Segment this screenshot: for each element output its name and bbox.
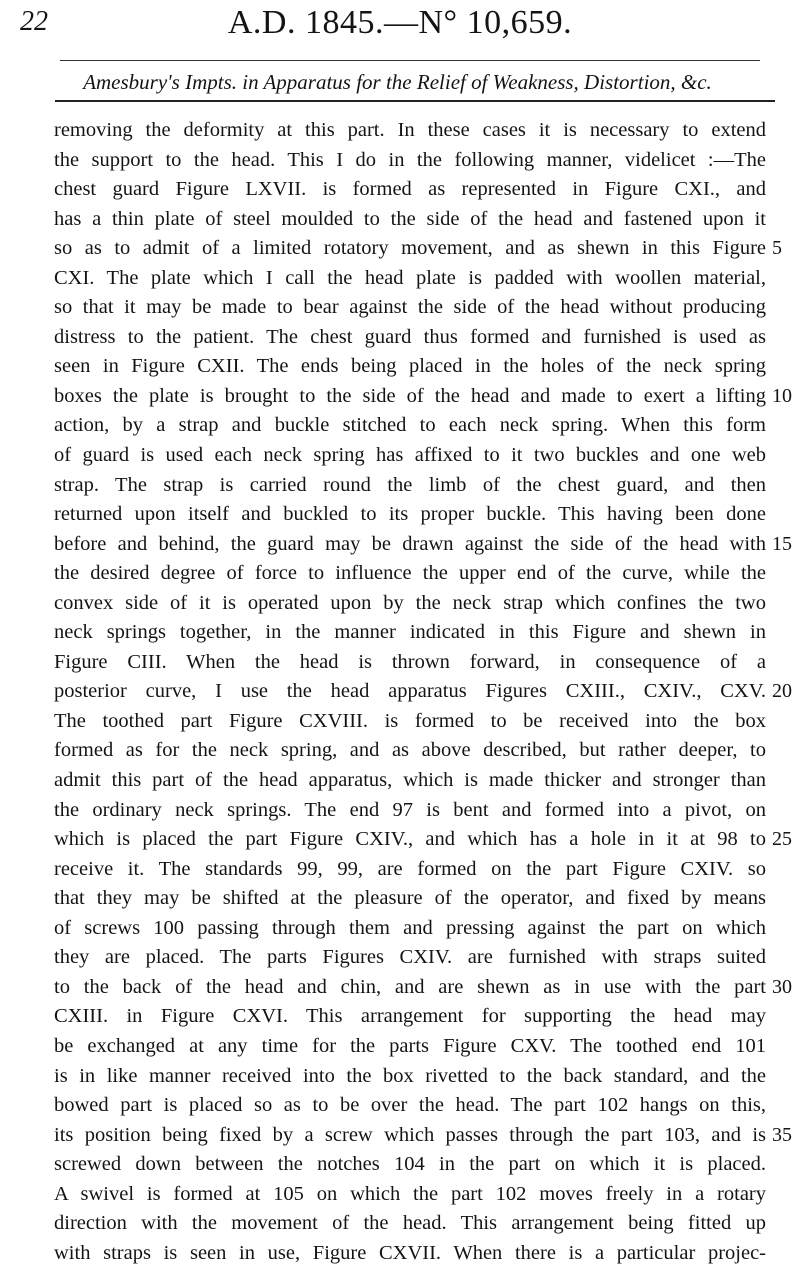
text-line: so as to admit of a limited rotatory movement, and as shewn in this Figure [54, 237, 766, 260]
text-line: direction with the movement of the head. This arrangement being fitted up [54, 1212, 766, 1235]
text-line: of guard is used each neck spring has affixed to it two buckles and one web [54, 444, 766, 467]
text-line: The toothed part Figure CXVIII. is formed to be received into the box [54, 709, 766, 732]
text-line: returned upon itself and buckled to its proper buckle. This having been done [54, 503, 766, 526]
text-line: is in like manner received into the box rivetted to the back standard, and the [54, 1064, 766, 1087]
header-rule-top [60, 60, 760, 61]
text-line: screwed down between the notches 104 in the part on which it is placed. [54, 1153, 766, 1176]
text-line: chest guard Figure LXVII. is formed as represented in Figure CXI., and [54, 178, 766, 201]
text-line: its position being fixed by a screw which passes through the part 103, and is [54, 1123, 766, 1146]
text-line: CXI. The plate which I call the head plate is padded with woollen material, [54, 266, 766, 289]
text-line: to the back of the head and chin, and are shewn as in use with the part [54, 975, 766, 998]
text-line: distress to the patient. The chest guard thus formed and furnished is used as [54, 325, 766, 348]
running-head: Amesbury's Impts. in Apparatus for the Relief of Weakness, Distortion, &c. [83, 70, 712, 94]
text-line: strap. The strap is carried round the limb of the chest guard, and then [54, 473, 766, 496]
text-line: A swivel is formed at 105 on which the part 102 moves freely in a rotary [54, 1182, 766, 1205]
text-line: formed as for the neck spring, and as above described, but rather deeper, to [54, 739, 766, 762]
text-line: admit this part of the head apparatus, which is made thicker and stronger than [54, 769, 766, 792]
text-line: removing the deformity at this part. In these cases it is necessary to extend [54, 119, 766, 141]
text-line: posterior curve, I use the head apparatus Figures CXIII., CXIV., CXV. [54, 680, 766, 703]
text-line: neck springs together, in the manner indicated in this Figure and shewn in [54, 621, 766, 644]
body-text [54, 116, 766, 1268]
text-line: which is placed the part Figure CXIV., and which has a hole in it at 98 to [54, 828, 766, 851]
text-line: Figure CIII. When the head is thrown forward, in consequence of a [54, 650, 766, 673]
text-line: CXIII. in Figure CXVI. This arrangement for supporting the head may [54, 1005, 766, 1028]
text-line: the support to the head. This I do in the following manner, videlicet :—The [54, 148, 766, 171]
margin-line-number: 5 [772, 237, 782, 260]
margin-line-number: 10 [772, 384, 792, 407]
header-rule-bottom [55, 100, 775, 102]
text-line: so that it may be made to bear against the side of the head without producing [54, 296, 766, 319]
text-line: has a thin plate of steel moulded to the side of the head and fastened upon it [54, 207, 766, 230]
text-line: action, by a strap and buckle stitched to each neck spring. When this form [54, 414, 766, 437]
text-line: boxes the plate is brought to the side of the head and made to exert a lifting [54, 384, 766, 407]
margin-line-number: 25 [772, 828, 792, 851]
margin-line-number: 35 [772, 1123, 792, 1146]
margin-line-number: 30 [772, 975, 792, 998]
text-line: with straps is seen in use, Figure CXVII. When there is a particular projec- [54, 1241, 766, 1264]
text-line: before and behind, the guard may be drawn against the side of the head with [54, 532, 766, 555]
text-line: receive it. The standards 99, 99, are formed on the part Figure CXIV. so [54, 857, 766, 880]
text-line: that they may be shifted at the pleasure of the operator, and fixed by means [54, 887, 766, 910]
margin-line-number: 20 [772, 680, 792, 703]
page-number: 22 [20, 6, 48, 37]
text-line: the ordinary neck springs. The end 97 is bent and formed into a pivot, on [54, 798, 766, 821]
text-line: be exchanged at any time for the parts Figure CXV. The toothed end 101 [54, 1034, 766, 1057]
text-line: of screws 100 passing through them and pressing against the part on which [54, 916, 766, 939]
text-line: convex side of it is operated upon by the neck strap which confines the two [54, 591, 766, 614]
text-line: bowed part is placed so as to be over the head. The part 102 hangs on this, [54, 1094, 766, 1117]
patent-title: A.D. 1845.—N° 10,659. [227, 4, 573, 41]
text-line: seen in Figure CXII. The ends being placed in the holes of the neck spring [54, 355, 766, 378]
text-line: they are placed. The parts Figures CXIV. are furnished with straps suited [54, 946, 766, 969]
text-line: the desired degree of force to influence the upper end of the curve, while the [54, 562, 766, 585]
margin-line-number: 15 [772, 532, 792, 555]
